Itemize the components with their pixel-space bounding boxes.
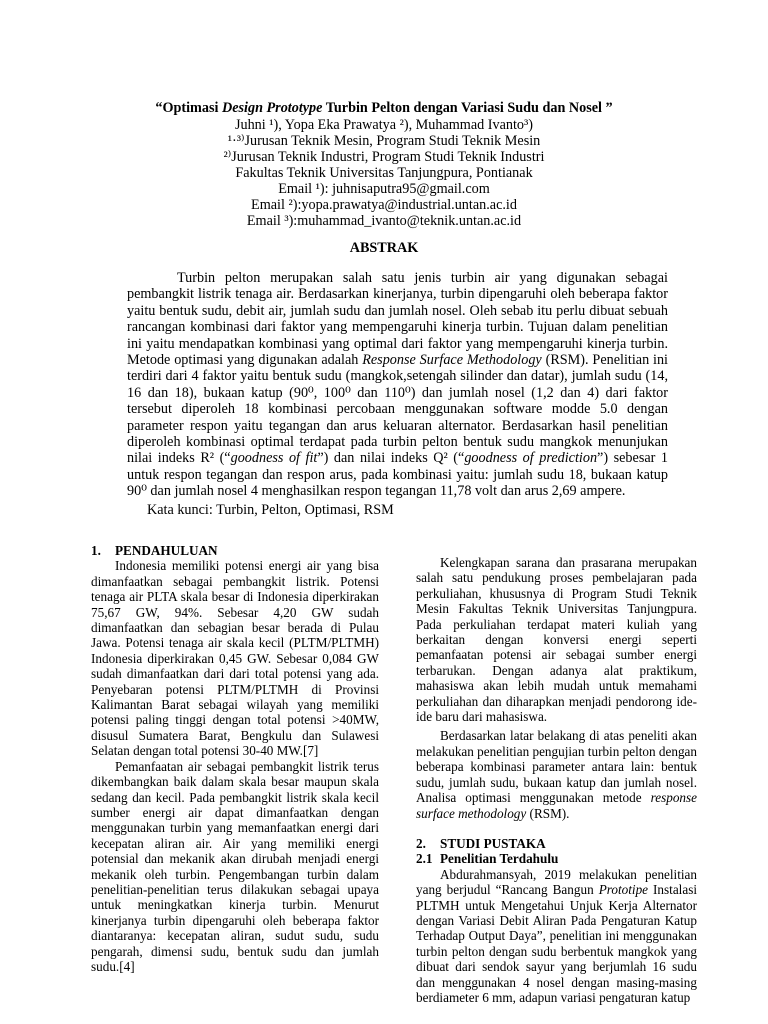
abstract-text-4: ”) sebesar 1 untuk respon tegangan dan respon arus, pada kombinasi yaitu: jumlah sudu 18, bukaan katup 90⁰ dan jumlah nosel 4 menghasilkan respon tegangan 11,78 volt dan arus 2,69 ampere. (127, 450, 668, 500)
section-number: 1. (91, 543, 101, 558)
intro-paragraph-1: Indonesia memiliki potensi energi air yang bisa dimanfaatkan sebagai pembangkit listrik. Potensi tenaga air PLTA skala besar di Indonesia diperkirakan 75,67 GW, 94%. Sebesar 4,20 GW sudah dimanfaatkan dan sebagian besar berada di Pulau Jawa. Potensi tenaga air skala kecil (PLTM/PLTMH) Indonesia diperkirakan 0,45 GW. Sebesar 0,084 GW sudah dimanfaatkan dari dari total potensi yang ada. Penyebaran potensi PLTM/PLTMH di Provinsi Kalimantan Barat sebagai wilayah yang memiliki potensi paling tinggi dengan total potensi >40MW, disusul Sumatera Barat, Bengkulu dan Sulawesi Selatan dengan total potensi 30-40 MW.[7] (91, 558, 379, 759)
subsection-title: Penelitian Terdahulu (440, 851, 559, 867)
abstract-body (127, 270, 668, 500)
affiliation-industrial: ²⁾Jurusan Teknik Industri, Program Studi Teknik Industri (223, 149, 545, 165)
intro-paragraph-2: Pemanfaatan air sebagai pembangkit listrik terus dikembangkan baik dalam skala besar maupun skala sedang dan kecil. Pada pembangkit listrik skala kecil sumber energi air dapat dimanfaatkan dengan menggunakan turbin yang memanfaatkan energi dari kecepatan aliran air. Air yang memiliki energi potensial dan mekanik akan dirubah menjadi energi mekanik oleh turbin. Pengembangan turbin dalam penelitian-penelitian terus dilakukan sebagai upaya untuk meningkatkan kinerja turbin. Menurut kinerjanya turbin dipengaruhi oleh beberapa faktor diantaranya: kecepatan aliran, sudut sudu, sudu pengarah, dimensi sudu, bentuk sudu dan jumlah sudu.[4] (91, 758, 379, 974)
title-text-pre: “Optimasi (155, 100, 222, 116)
abstract-text-2: (RSM). Penelitian ini terdiri dari 4 faktor yaitu bentuk sudu (mangkok,setengah silinder dan datar), jumlah sudu (14, 16 dan 18), bukaan katup (90⁰, 100⁰ dan 110⁰) dan jumlah nosel (1,2 dan 4) dari faktor tersebut diperoleh 18 kombinasi percobaan menggunakan software modde 5.0 dengan parameter respon yaitu tegangan dan arus keluaran alternator. Berdasarkan hasil penelitian diperoleh kombinasi optimal terdapat pada turbin pelton bentuk sudu mangkok menunjukan nilai indeks R² (“ (127, 352, 668, 467)
left-column (91, 543, 379, 974)
para4-rsm-term: response surface methodology (416, 790, 697, 821)
abstract-gof-term: goodness of fit (230, 450, 318, 467)
lit-prototype-term: Prototipe (598, 882, 649, 898)
section-heading-introduction (91, 543, 379, 558)
subsection-heading-previous-research (416, 851, 697, 866)
lit-text-pre: Abdurahmansyah, 2019 melakukan penelitian yang berjudul “Rancang Bangun (416, 866, 697, 898)
paper-title (0, 100, 768, 116)
section-number: 2. (416, 835, 426, 851)
section-title: PENDAHULUAN (115, 543, 218, 558)
abstract-text-3: ”) dan nilai indeks Q² (“ (317, 450, 465, 467)
literature-paragraph-1 (416, 867, 697, 1006)
section-heading-literature (416, 836, 697, 851)
section-title: STUDI PUSTAKA (440, 835, 546, 851)
keywords: Kata kunci: Turbin, Pelton, Optimasi, RSM (147, 502, 394, 518)
title-text-italic: Design Prototype (221, 100, 323, 116)
paper-header (0, 100, 768, 229)
abstract-rsm-term: Response Surface Methodology (362, 352, 542, 369)
para4-text-post: (RSM). (526, 805, 570, 821)
faculty: Fakultas Teknik Universitas Tanjungpura, Pontianak (235, 165, 533, 181)
title-text-post: Turbin Pelton dengan Variasi Sudu dan Nosel ” (322, 100, 613, 116)
abstract-text-1: Turbin pelton merupakan salah satu jenis turbin air yang digunakan sebagai pembangkit listrik tenaga air. Berdasarkan kinerjanya, turbin dipengaruhi oleh beberapa faktor yaitu bentuk sudu, debit air, jumlah sudu dan jumlah nosel. Oleh sebab itu perlu dibuat sebuah rancangan kombinasi dari faktor yang mempengaruhi kinerja turbin. Tujuan dalam penelitian ini yaitu mendapatkan kombinasi yang optimal dari faktor yang mempengaruhi kinerja turbin. Metode optimasi yang digunakan adalah (127, 270, 668, 369)
email-author-1: Email ¹): juhnisaputra95@gmail.com (278, 181, 490, 197)
email-author-2: Email ²):yopa.prawatya@industrial.untan.ac.id (251, 197, 517, 213)
authors: Juhni ¹), Yopa Eka Prawatya ²), Muhammad Ivanto³) (234, 117, 534, 133)
intro-paragraph-3: Kelengkapan sarana dan prasarana merupakan salah satu pendukung proses pembelajaran pada perkuliahan, khususnya di Program Studi Teknik Mesin Fakultas Teknik Universitas Tanjungpura. Pada perkuliahan terdapat materi kuliah yang berkaitan dengan konversi energi seperti pemanfaatan potensi air sebagai sumber energi terbarukan. Dengan adanya alat praktikum, mahasiswa akan lebih mudah untuk memahami perkuliahan dan diharapkan menjadi pendorong ide-ide baru dari mahasiswa. (416, 555, 697, 725)
para4-text-pre: Berdasarkan latar belakang di atas peneliti akan melakukan penelitian pengujian turbin pelton dengan beberapa kombinasi parameter antara lain: bentuk sudu, jumlah sudu, bukaan katup dan jumlah nosel. Analisa optimasi menggunakan metode (416, 728, 697, 806)
intro-paragraph-4 (416, 728, 697, 820)
affiliation-mechanical: ¹·³⁾Jurusan Teknik Mesin, Program Studi Teknik Mesin (227, 133, 541, 149)
right-column (416, 555, 697, 1005)
abstract-heading: ABSTRAK (349, 240, 419, 256)
abstract-gop-term: goodness of prediction (464, 450, 598, 467)
lit-text-post: Instalasi PLTMH untuk Mengetahui Unjuk Kerja Alternator dengan Variasi Debit Aliran Pada Pengaturan Katup Terhadap Output Daya”, penelitian ini menggunakan turbin pelton dengan sudu berbentuk mangkok yang dibuat dari sendok sayur yang berjumlah 16 sudu dan menggunakan 4 nosel dengan masing-masing berdiameter 6 mm, adapun variasi pengaturan katup (416, 882, 697, 1005)
email-author-3: Email ³):muhammad_ivanto@teknik.untan.ac.id (246, 213, 522, 229)
subsection-number: 2.1 (416, 851, 433, 867)
